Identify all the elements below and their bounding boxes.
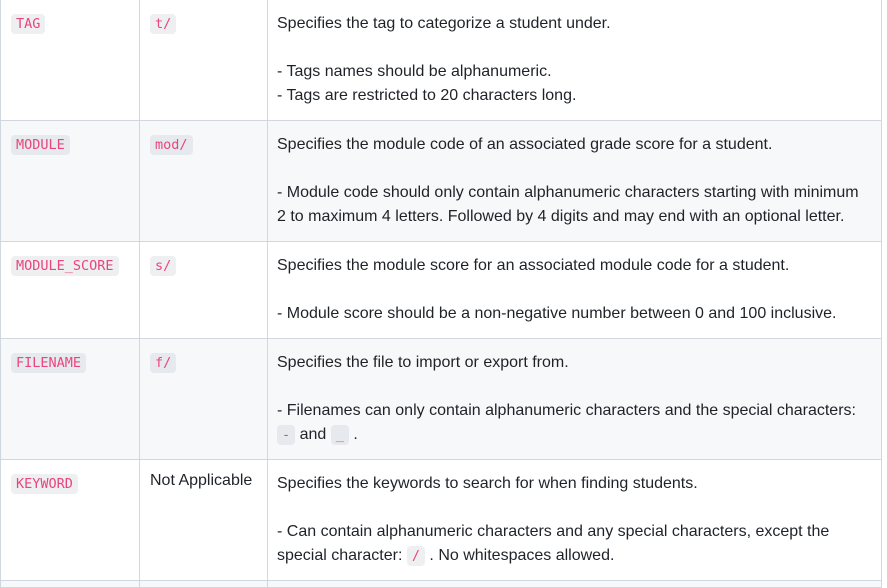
prefix-code: s/: [150, 256, 176, 276]
param-code: FILENAME: [11, 353, 86, 373]
table-row: [1, 0, 882, 121]
detail-text: .: [348, 426, 358, 443]
description-cell: [268, 121, 882, 242]
empty-cell: [1, 581, 140, 588]
description-cell: [268, 242, 882, 339]
param-code: TAG: [11, 14, 45, 34]
details: [277, 399, 871, 447]
param-cell: [1, 242, 140, 339]
dash-code: -: [277, 425, 295, 445]
prefix-code: t/: [150, 14, 176, 34]
prefix-text: Not Applicable: [150, 472, 253, 489]
prefix-cell: [140, 339, 268, 460]
details: [277, 302, 871, 326]
prefix-cell: [140, 121, 268, 242]
prefix-cell: [140, 460, 268, 581]
empty-cell: [140, 581, 268, 588]
description-cell: [268, 460, 882, 581]
detail-line: - Tags names should be alphanumeric.: [277, 63, 552, 80]
detail-line: - Tags are restricted to 20 characters long.: [277, 87, 577, 104]
param-code: KEYWORD: [11, 474, 78, 494]
description-text: Specifies the keywords to search for when finding students.: [277, 475, 698, 492]
details: [277, 60, 871, 108]
detail-line: - Module code should only contain alphanumeric characters starting with minimum 2 to maximum 4 letters. Followed by 4 digits and may end with an optional letter.: [277, 184, 859, 225]
description-text: Specifies the module score for an associated module code for a student.: [277, 257, 790, 274]
param-cell: [1, 121, 140, 242]
detail-text: and: [295, 426, 331, 443]
detail-line: [277, 520, 871, 568]
description-cell: [268, 339, 882, 460]
table-row: [1, 460, 882, 581]
param-code: MODULE: [11, 135, 70, 155]
details: [277, 520, 871, 568]
description-cell: [268, 0, 882, 121]
table-row: [1, 339, 882, 460]
empty-cell: [268, 581, 882, 588]
detail-text: - Filenames can only contain alphanumeric characters and the special characters:: [277, 402, 856, 419]
param-cell: [1, 460, 140, 581]
details: [277, 181, 871, 229]
param-cell: [1, 0, 140, 121]
detail-line: [277, 399, 871, 447]
slash-code: /: [407, 546, 425, 566]
table-row: [1, 581, 882, 588]
table-row: [1, 242, 882, 339]
prefix-code: f/: [150, 353, 176, 373]
description-text: Specifies the tag to categorize a student under.: [277, 15, 611, 32]
table-row: [1, 121, 882, 242]
param-cell: [1, 339, 140, 460]
underscore-code: _: [331, 425, 349, 445]
prefix-code: mod/: [150, 135, 193, 155]
detail-text: - Can contain alphanumeric characters and any special characters, except the special character:: [277, 523, 830, 564]
prefix-cell: [140, 0, 268, 121]
prefix-cell: [140, 242, 268, 339]
detail-line: - Module score should be a non-negative number between 0 and 100 inclusive.: [277, 305, 837, 322]
detail-text: . No whitespaces allowed.: [424, 547, 615, 564]
description-text: Specifies the module code of an associated grade score for a student.: [277, 136, 773, 153]
param-code: MODULE_SCORE: [11, 256, 119, 276]
description-text: Specifies the file to import or export from.: [277, 354, 569, 371]
